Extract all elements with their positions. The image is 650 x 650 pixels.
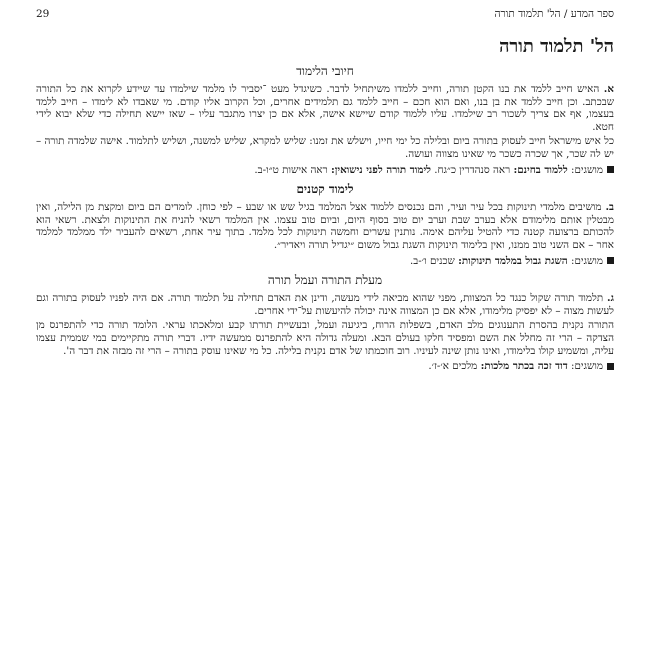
terms-label: מושגים: bbox=[570, 360, 603, 373]
paragraph-text: מושיבים מלמדי תינוקות בכל עיר ועיר, והם נכנסים ללמוד אצל המלמד בגיל שש או שבע – לפי כוחן. לומדים הם ביום ומקצת מן הלילה, ואין מבטלין אותם מלימודם אלא בערב שבת וערב יום טוב בסוף היום, וביום טוב עצמו. אין המלמד רשאי להניח את התינוקות ולצאת. רשאי הוא להכותם ברצועה קטנה כדי להטיל עליהם אימה. נותנין עשרים וחמשה תינוקות לכל מלמד. בתוך עיר אחת, רשאים להעביר ילד ממלמד למלמד אחר – אם השני טוב ממנו, ואין בלימוד תינוקות השגת גבול משום ״יגדיל תורה ויאדיר״. bbox=[36, 201, 614, 251]
term-keyword: ללמוד בחינם: bbox=[513, 163, 568, 176]
running-header bbox=[36, 8, 614, 24]
term-keyword: השגת גבול במלמד תינוקות: bbox=[458, 254, 568, 267]
terms-label: מושגים: bbox=[570, 254, 603, 267]
paragraph-number: א. bbox=[603, 83, 614, 95]
paragraph bbox=[36, 201, 614, 251]
square-bullet-icon bbox=[607, 257, 614, 264]
term-reference: ראה סנהדרין כ״גח. bbox=[434, 163, 511, 176]
terms-note bbox=[36, 360, 614, 373]
page-number: 29 bbox=[36, 8, 50, 20]
paragraph-text: התורה נקנית בהסרת התענוגים מלב האדם, בשפלות הרוח, ביגיעה ועמל, ובעשיית תורתו קבע ומלאכתו עראי. הלומד תורה כדי להתפרנס מן הצדקה – הרי זה מחלל את השם ומפסיד חלקו בעולם הבא. ומעלה גדולה היא להתפרנס ממעשה ידיו. דברי תורה מתקיימים במי שממית עצמו עליה, ומשמיע קולו בלימודו, ואינו נותן שינה לעיניו. רוב חוכמתו של אדם נקנית בלילה. כל מי שאינו עוסק בתורה – הרי זה מבזה את דבר ה'. bbox=[36, 319, 614, 357]
terms-note bbox=[36, 255, 614, 268]
sections-container bbox=[36, 64, 614, 373]
section-heading: מעלת התורה ועמל תורה bbox=[267, 273, 383, 288]
paragraph-number: ב. bbox=[605, 201, 614, 214]
paragraph bbox=[36, 292, 614, 317]
terms-note bbox=[36, 164, 614, 177]
paragraph bbox=[36, 135, 614, 160]
term-reference: ראה אישות ט״ו-ב. bbox=[254, 163, 328, 176]
paragraph bbox=[36, 83, 614, 133]
term-keyword: דוד זכה בכתר מלכות: bbox=[480, 360, 568, 373]
square-bullet-icon bbox=[607, 166, 614, 173]
term-keyword: לימוד תורה לפני נישואין: bbox=[330, 163, 431, 176]
running-title: ספר המדע / הל' תלמוד תורה bbox=[494, 8, 614, 20]
paragraph-text: תלמוד תורה שקול כנגד כל המצוות, מפני שהוא מביאה לידי מעשה, ודינן את האדם תחילה על תלמוד תורה. אם היה לפניו לעסוק בתורה וגם לעשות מצוה – לא יפסיק מלימודו, אלא אם כן המצווה אינה יכולה להיעשות על־ידי אחרים. bbox=[36, 292, 614, 317]
paragraph bbox=[36, 319, 614, 357]
term-reference: שכנים ו׳-ב. bbox=[410, 254, 455, 267]
square-bullet-icon bbox=[607, 363, 614, 370]
section-heading: לימוד קטנים bbox=[296, 182, 354, 197]
terms-label: מושגים: bbox=[570, 163, 603, 176]
term-reference: מלכים א׳-ז׳. bbox=[428, 360, 478, 373]
chapter-title: הל' תלמוד תורה bbox=[499, 36, 614, 57]
paragraph-text: האיש חייב ללמד את בנו הקטן תורה, וחייב ללמדו משיתחיל לדבר. כשיגדל מעט ־יסביר לו מלמד שילמדו עד שיידע לקרוא את כל התורה שבכתב. וכן חייב ללמד את בן בנו, ואם הוא חכם – חייב ללמד גם תלמידים אחרים, וכל הקרוב אליו קודם. מי שאבדו לא לימדו – חייב ללמד בעצמו, אף אם צריך לשכור רב שילמדו. עליו ללמוד קודם שיישא אישה, אלא אם כן יצרו מתגבר עליו – שאז יישא תחילה כדי שלא יבוא לידי חטא. bbox=[36, 83, 614, 133]
paragraph-number: ג. bbox=[607, 292, 614, 305]
section-heading: חיובי הלימוד bbox=[296, 64, 354, 78]
paragraph-text: כל איש מישראל חייב לעסוק בתורה ביום ובלילה כל ימי חייו, וישלש את זמנו: שליש למקרא, שליש למשנה, ושליש לתלמוד. אישה שלמדה תורה – יש לה שכר, אך שכרה כשכר מי שאינו מצווה ועושה. bbox=[36, 135, 614, 160]
